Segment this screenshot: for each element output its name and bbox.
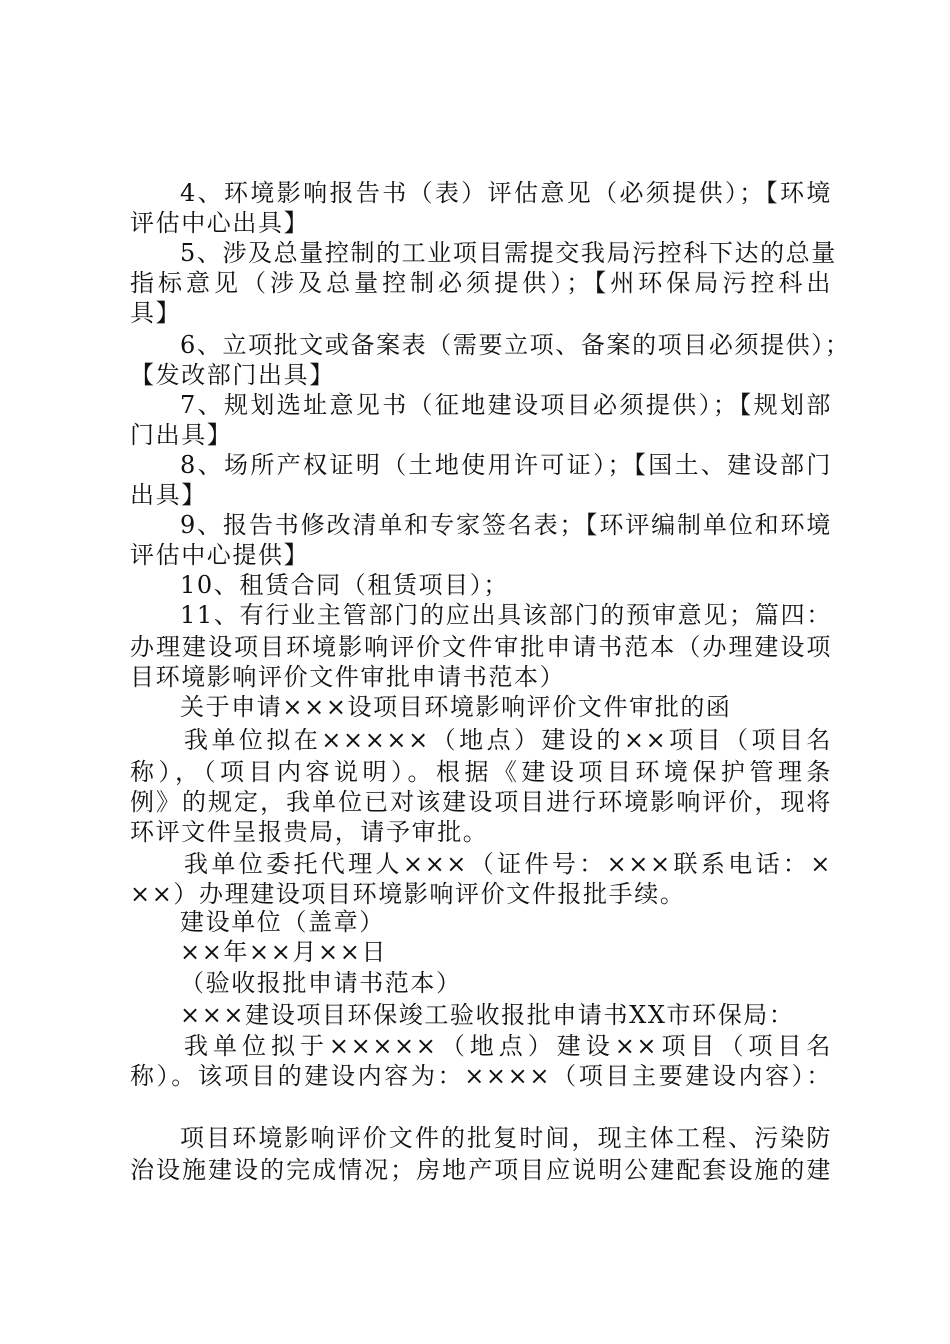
text-line: 具】 xyxy=(130,299,182,327)
text-line: 5、涉及总量控制的工业项目需提交我局污控科下达的总量 xyxy=(180,239,837,267)
text-line: 称）。该项目的建设内容为：××××（项目主要建设内容）： xyxy=(130,1062,832,1090)
text-line: 目环境影响评价文件审批申请书范本） xyxy=(130,663,566,691)
text-line: 11、有行业主管部门的应出具该部门的预审意见；篇四： xyxy=(180,601,832,629)
text-line: 10、租赁合同（租赁项目）； xyxy=(180,571,509,599)
text-line: 评估中心提供】 xyxy=(130,541,310,569)
text-line: 治设施建设的完成情况；房地产项目应说明公建配套设施的建 xyxy=(130,1156,832,1184)
signature-unit: 建设单位（盖章） xyxy=(180,908,385,936)
text-line: 评估中心出具】 xyxy=(130,209,310,237)
text-line: 门出具】 xyxy=(130,421,233,449)
text-line: （验收报批申请书范本） xyxy=(180,969,462,997)
text-line: 4、环境影响报告书（表）评估意见（必须提供）；【环境 xyxy=(180,179,832,207)
text-line: 8、场所产权证明（土地使用许可证）；【国土、建设部门 xyxy=(180,451,832,479)
text-line: 例》的规定，我单位已对该建设项目进行环境影响评价，现将 xyxy=(130,788,832,816)
text-line: 我单位拟在×××××（地点）建设的××项目（项目名 xyxy=(184,726,832,754)
signature-date: ××年××月××日 xyxy=(180,938,388,966)
text-line: 出具】 xyxy=(130,481,207,509)
text-line: 9、报告书修改清单和专家签名表；【环评编制单位和环境 xyxy=(180,511,832,539)
text-line: 我单位拟于×××××（地点）建设××项目（项目名 xyxy=(184,1032,832,1060)
text-line: ××）办理建设项目环境影响评价文件报批手续。 xyxy=(130,880,686,908)
text-line: 我单位委托代理人×××（证件号：×××联系电话：× xyxy=(184,850,832,878)
text-line: 称），（项目内容说明）。根据《建设项目环境保护管理条 xyxy=(130,758,832,786)
text-line: 【发改部门出具】 xyxy=(130,361,335,389)
heading-line: ×××建设项目环保竣工验收报批申请书XX市环保局： xyxy=(180,1001,795,1029)
text-line: 办理建设项目环境影响评价文件审批申请书范本（办理建设项 xyxy=(130,633,832,661)
heading-line: 关于申请×××设项目环境影响评价文件审批的函 xyxy=(180,693,732,721)
text-line: 环评文件呈报贵局，请予审批。 xyxy=(130,818,489,846)
text-line: 7、规划选址意见书（征地建设项目必须提供）；【规划部 xyxy=(180,391,832,419)
text-line: 项目环境影响评价文件的批复时间，现主体工程、污染防 xyxy=(180,1124,832,1152)
text-line: 指标意见（涉及总量控制必须提供）；【州环保局污控科出 xyxy=(130,269,832,297)
text-line: 6、立项批文或备案表（需要立项、备案的项目必须提供）； xyxy=(180,331,851,359)
